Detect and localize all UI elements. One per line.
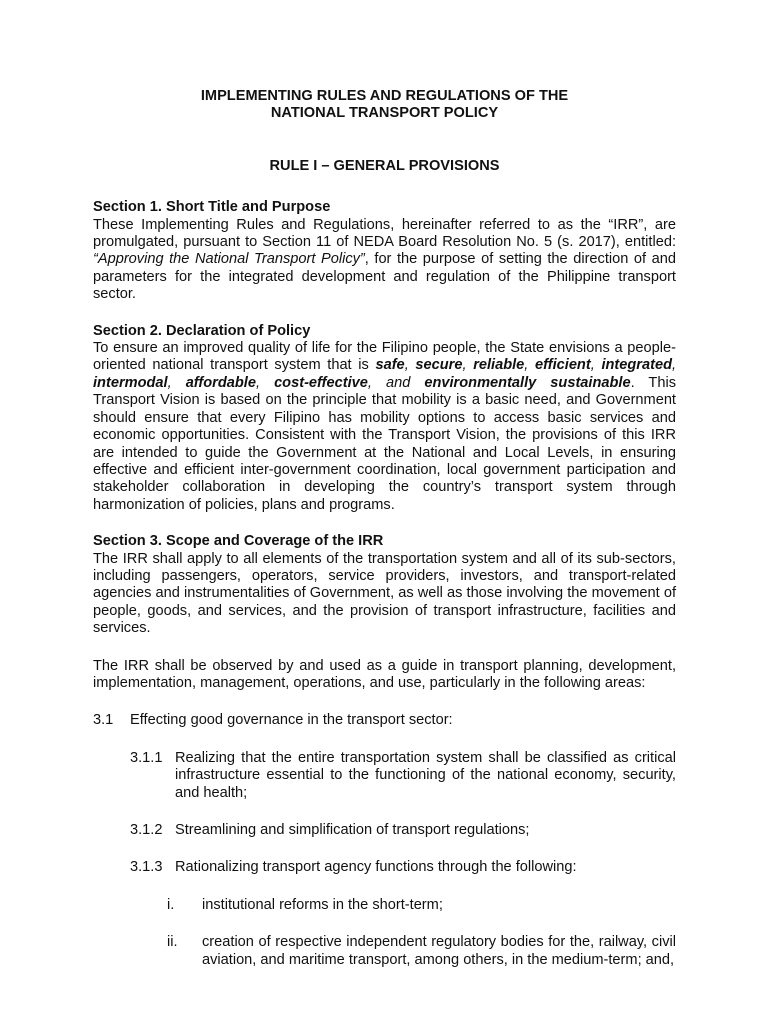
section-1-resolution-title: “Approving the National Transport Policy” — [93, 251, 365, 268]
list-item-ii — [167, 934, 676, 969]
spacer — [93, 730, 676, 750]
document-title — [93, 88, 676, 123]
rule-heading: RULE I – GENERAL PROVISIONS — [269, 157, 500, 174]
spacer — [93, 839, 676, 859]
keyword-and: and — [385, 374, 411, 391]
keyword-cost-effective: cost-effective — [274, 374, 368, 391]
separator: , — [167, 374, 186, 391]
spacer — [93, 638, 676, 658]
list-number: 3.1.2 — [130, 822, 163, 838]
section-2-text: To ensure an improved quality of life for the Filipino people, the State envisions a people-oriented national transport system that is — [93, 340, 676, 374]
section-3-heading: Section 3. Scope and Coverage of the IRR — [93, 533, 384, 550]
section-2-heading: Section 2. Declaration of Policy — [93, 322, 311, 339]
list-item-3-1-2 — [130, 822, 676, 839]
separator: , — [671, 357, 677, 374]
section-2-text-end: . This Transport Vision is based on the principle that mobility is a basic need, and Government should ensure that every Filipino has mobility options to access basic services and economic opportunities. Consistent with the Transport Vision, the provisions of this IRR are intended to guide the Government at the National and Local Levels, in ensuring effective and efficient inter-government coordination, local government participation and stakeholder collaboration in developing the country’s transport system through harmonization of policies, plans and programs. — [93, 374, 676, 513]
section-2 — [93, 323, 676, 514]
keyword-safe: safe — [375, 357, 405, 374]
list-text: creation of respective independent regulatory bodies for the, railway, civil aviation, and maritime transport, among others, in the medium-term; and, — [202, 934, 676, 968]
keyword-secure: secure — [415, 357, 463, 374]
separator: , — [524, 357, 536, 374]
spacer — [93, 692, 676, 712]
document-body — [93, 88, 676, 969]
section-3 — [93, 533, 676, 969]
keyword-efficient: efficient — [535, 357, 591, 374]
separator: , — [590, 357, 602, 374]
list-text: Rationalizing transport agency functions through the following: — [175, 859, 577, 876]
list-item-3-1-3 — [130, 859, 676, 876]
list-text: Streamlining and simplification of transport regulations; — [175, 822, 530, 838]
spacer — [93, 914, 676, 934]
keyword-affordable: affordable — [185, 374, 256, 391]
keyword-intermodal: intermodal — [93, 374, 168, 391]
list-text: institutional reforms in the short-term; — [202, 896, 443, 913]
separator: , — [462, 357, 474, 374]
keyword-environmentally-sustainable: environmentally sustainable — [424, 374, 631, 391]
list-item-i — [167, 897, 676, 914]
list-item-3-1-1 — [130, 750, 676, 802]
list-number: 3.1 — [93, 712, 114, 729]
separator — [410, 375, 424, 391]
separator: , — [367, 374, 386, 391]
list-text: Effecting good governance in the transport sector: — [130, 712, 453, 729]
keyword-integrated: integrated — [601, 357, 672, 374]
list-number: 3.1.1 — [130, 749, 163, 766]
section-1-text-end: , for the purpose of setting the direction of and parameters for the integrated development and regulation of the Philippine transport sector. — [93, 251, 676, 303]
title-line-1: IMPLEMENTING RULES AND REGULATIONS OF THE — [200, 88, 569, 104]
separator: , — [255, 374, 275, 391]
section-1-heading: Section 1. Short Title and Purpose — [93, 199, 331, 216]
separator: , — [404, 357, 416, 374]
list-text: Realizing that the entire transportation system shall be classified as critical infrastructure essential to the functioning of the national economy, security, and health; — [175, 749, 676, 801]
keyword-reliable: reliable — [473, 357, 525, 374]
title-line-2: NATIONAL TRANSPORT POLICY — [270, 105, 499, 122]
section-3-paragraph-1: The IRR shall apply to all elements of the transportation system and all of its sub-sectors, including passengers, operators, service providers, investors, and transport-related agencies and instrumentalities of Government, as well as those involving the movement of people, goods, and services, and the provision of transport infrastructure, facilities and services. — [93, 550, 676, 637]
section-1-paragraph — [93, 217, 676, 304]
list-number: i. — [167, 896, 175, 913]
section-3-paragraph-2: The IRR shall be observed by and used as a guide in transport planning, development, implementation, management, operations, and use, particularly in the following areas: — [93, 657, 676, 691]
spacer — [93, 802, 676, 822]
list-number: ii. — [167, 934, 178, 951]
list-item-3-1 — [93, 712, 676, 729]
section-2-paragraph — [93, 340, 676, 514]
list-number: 3.1.3 — [130, 859, 163, 876]
spacer — [93, 877, 676, 897]
section-1 — [93, 199, 676, 303]
section-1-text: These Implementing Rules and Regulations, hereinafter referred to as the “IRR”, are promulgated, pursuant to Section 11 of NEDA Board Resolution No. 5 (s. 2017), entitled: — [93, 216, 676, 251]
